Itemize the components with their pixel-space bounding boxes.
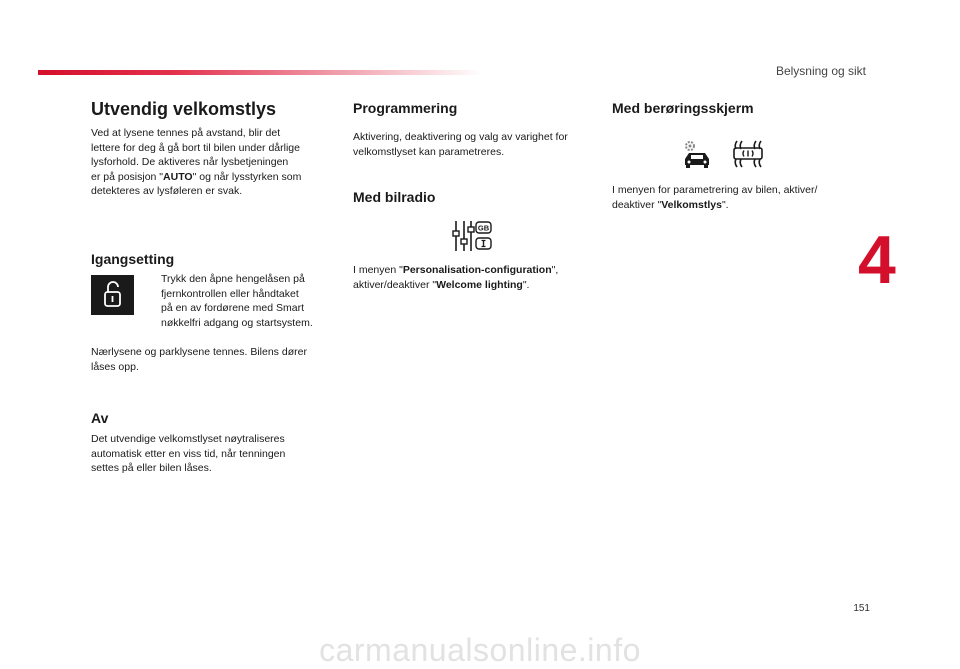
intro-paragraph: Ved at lysene tennes på avstand, blir det lettere for deg å gå bort til bilen under dårlige lysforhold. De aktiveres når lysbetjeningen er på posisjon "AUTO" og når lysstyrken som detekteres av lysføleren er svak. <box>91 127 302 197</box>
language-badge: GB <box>477 223 490 233</box>
igangsetting-text: Trykk den åpne hengelåsen på fjernkontrollen eller håndtaket på en av fordørene med Smart nøkkelfri adgang og startsystem. <box>161 273 313 329</box>
open-padlock-icon <box>91 275 134 315</box>
programmering-text: Aktivering, deaktivering og valg av varighet for velkomstlyset kan parametreres. <box>353 131 568 158</box>
beroringsskjerm-heading: Med berøringsskjerm <box>612 100 754 116</box>
main-title: Utvendig velkomstlys <box>91 99 277 119</box>
settings-sliders-icon <box>452 219 494 253</box>
watermark: carmanualsonline.info <box>319 632 641 668</box>
bilradio-text: I menyen "Personalisation-configuration", aktiver/deaktiver "Welcome lighting". <box>353 264 559 291</box>
av-text: Det utvendige velkomstlyset nøytraliseres automatisk etter en viss tid, når tenningen settes på eller bilen låses. <box>91 433 286 474</box>
page-number: 151 <box>853 603 870 614</box>
section-title: Belysning og sikt <box>775 64 866 78</box>
igangsetting-result: Nærlysene og parklysene tennes. Bilens dører låses opp. <box>91 346 307 373</box>
car-settings-icon <box>681 139 715 171</box>
av-heading: Av <box>91 410 109 426</box>
beroringsskjerm-text: I menyen for parametrering av bilen, aktiver/ deaktiver "Velkomstlys". <box>612 184 818 211</box>
programmering-heading: Programmering <box>353 100 458 116</box>
igangsetting-heading: Igangsetting <box>91 251 175 267</box>
defrost-screen-icon <box>731 137 765 171</box>
chapter-number: 4 <box>858 222 896 298</box>
header-accent-bar <box>38 70 483 75</box>
bilradio-heading: Med bilradio <box>353 189 436 205</box>
